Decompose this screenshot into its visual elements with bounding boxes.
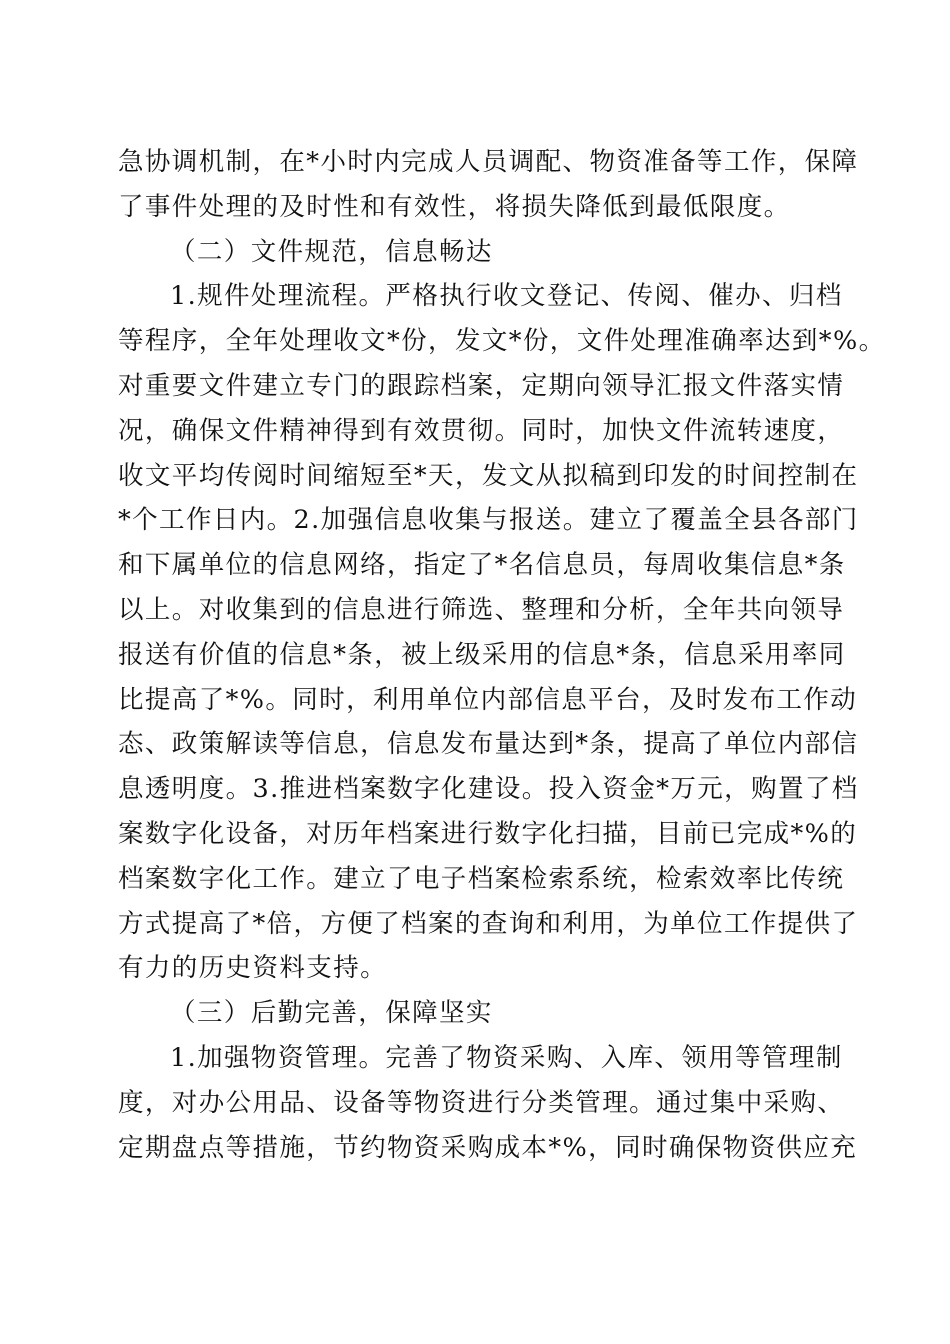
section-heading: （三）后勤完善，保障坚实 bbox=[170, 998, 493, 1029]
body-line: 1.规件处理流程。严格执行收文登记、传阅、催办、归档 bbox=[170, 281, 843, 312]
body-line: 了事件处理的及时性和有效性，将损失降低到最低限度。 bbox=[118, 191, 791, 222]
body-line: 和下属单位的信息网络，指定了*名信息员，每周收集信息*条 bbox=[118, 550, 846, 581]
body-line: 度，对办公用品、设备等物资进行分类管理。通过集中采购、 bbox=[118, 1087, 845, 1118]
body-line: *个工作日内。2.加强信息收集与报送。建立了覆盖全县各部门 bbox=[118, 505, 859, 536]
body-line: 有力的历史资料支持。 bbox=[118, 953, 388, 984]
body-line: 档案数字化工作。建立了电子档案检索系统，检索效率比传统 bbox=[118, 863, 845, 894]
body-line: 态、政策解读等信息，信息发布量达到*条，提高了单位内部信 bbox=[118, 729, 859, 760]
document-body bbox=[118, 140, 886, 1170]
body-line: 比提高了*%。同时，利用单位内部信息平台，及时发布工作动 bbox=[118, 684, 858, 715]
body-line: 况，确保文件精神得到有效贯彻。同时，加快文件流转速度， bbox=[118, 415, 845, 446]
body-line: 报送有价值的信息*条，被上级采用的信息*条，信息采用率同 bbox=[118, 639, 846, 670]
body-line: 1.加强物资管理。完善了物资采购、入库、领用等管理制 bbox=[170, 1042, 843, 1073]
body-line: 等程序，全年处理收文*份，发文*份，文件处理准确率达到*%。 bbox=[118, 326, 886, 357]
section-heading: （二）文件规范，信息畅达 bbox=[170, 236, 493, 267]
body-line: 方式提高了*倍，方便了档案的查询和利用，为单位工作提供了 bbox=[118, 908, 859, 939]
body-line: 对重要文件建立专门的跟踪档案，定期向领导汇报文件落实情 bbox=[118, 370, 845, 401]
body-line: 以上。对收集到的信息进行筛选、整理和分析，全年共向领导 bbox=[118, 594, 845, 625]
body-line: 定期盘点等措施，节约物资采购成本*%，同时确保物资供应充 bbox=[118, 1132, 858, 1163]
body-line: 息透明度。3.推进档案数字化建设。投入资金*万元，购置了档 bbox=[118, 774, 859, 805]
body-line: 收文平均传阅时间缩短至*天，发文从拟稿到印发的时间控制在 bbox=[118, 460, 859, 491]
body-line: 案数字化设备，对历年档案进行数字化扫描，目前已完成*%的 bbox=[118, 818, 858, 849]
body-line: 急协调机制，在*小时内完成人员调配、物资准备等工作，保障 bbox=[118, 147, 859, 177]
